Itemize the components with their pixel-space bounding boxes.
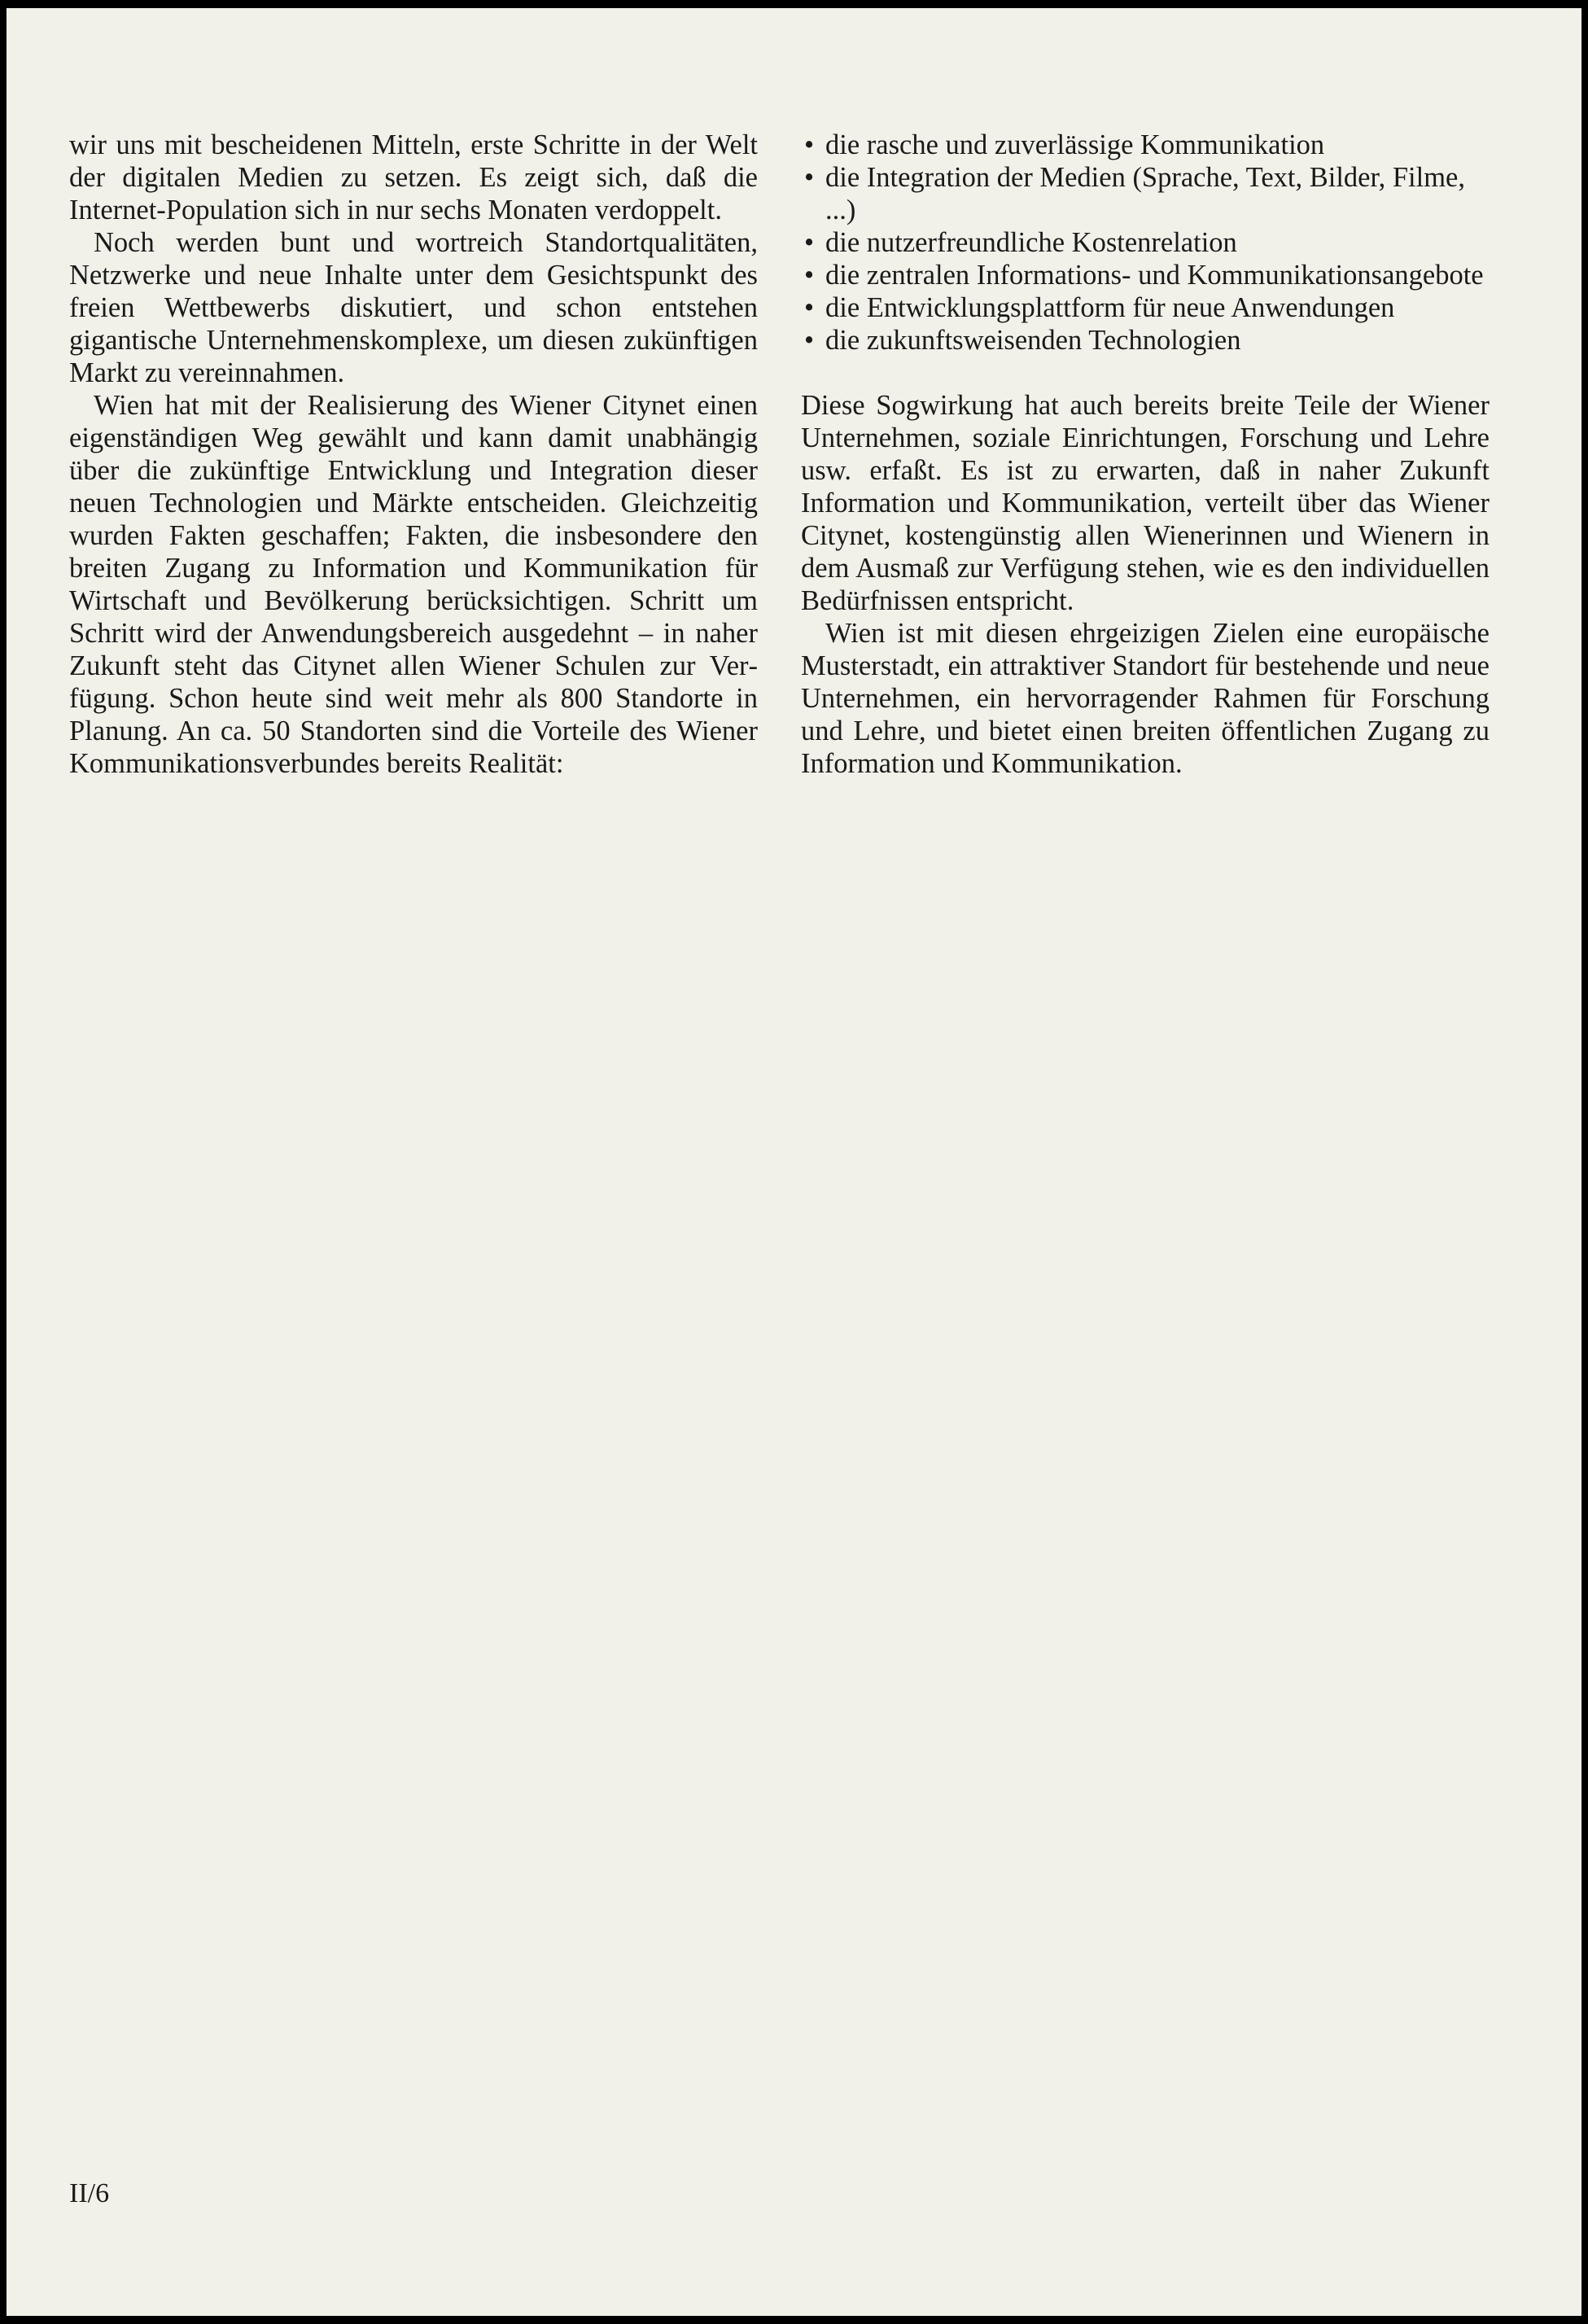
list-item-text: die Entwicklungsplattform für neue Anwendungen [825, 292, 1395, 323]
list-item [801, 259, 1490, 291]
paragraph-2: Noch werden bunt und wortreich Standortqualitäten, Netzwerke und neue Inhalte unter dem Gesichtspunkt des freien Wettbewerbs diskutiert, und schon entstehen gigantische Unternehmenskomplexe, um diesen zukünftigen Markt zu vereinnahmen. [69, 227, 758, 388]
list-item-text: die zentralen Informations- und Kommunikationsangebote [825, 260, 1484, 291]
document-page [7, 8, 1581, 2316]
bullet-icon: • [804, 227, 815, 258]
spacer [801, 357, 1490, 389]
left-column [69, 129, 758, 780]
list-item-text: die nutzerfreundliche Kostenrelation [825, 227, 1237, 258]
paragraph-1: wir uns mit bescheidenen Mitteln, erste Schritte in der Welt der digitalen Medien zu setzen. Es zeigt sich, daß die Internet-Population sich in nur sechs Monaten verdoppelt. [69, 129, 758, 225]
list-item [801, 291, 1490, 324]
list-item-text: die rasche und zuverlässige Kommunikation [825, 129, 1325, 160]
paragraph-3: Wien hat mit der Realisierung des Wiener Citynet einen eigenständigen Weg gewählt und kann damit unabhängig über die zukünftige Entwicklung und Integration dieser neuen Technologien und Märkte entscheiden. Gleichzeitig wurden Fakten geschaffen; Fakten, die insbesondere den breiten Zugang zu Information und Kommunikation für Wirtschaft und Bevölkerung berücksichtigen. Schritt um Schritt wird der Anwendungsbereich ausgedehnt – in naher Zukunft steht das Citynet allen Wiener Schulen zur Verfügung. Schon heute sind weit mehr als 800 Standorte in Planung. An ca. 50 Standorten sind die Vorteile des Wiener Kommunikationsverbundes bereits Realität: [69, 390, 758, 779]
bullet-icon: • [804, 260, 815, 291]
list-item [801, 161, 1490, 226]
list-item-text: die zukunftsweisenden Technologien [825, 325, 1241, 356]
list-item [801, 226, 1490, 259]
bullet-list [801, 129, 1490, 357]
list-item [801, 324, 1490, 357]
list-item [801, 129, 1490, 161]
right-column [801, 129, 1490, 780]
list-item-text: die Integration der Medien (Sprache, Text, Bilder, Filme, ...) [825, 162, 1465, 225]
bullet-icon: • [804, 162, 815, 193]
paragraph-4: Diese Sogwirkung hat auch bereits breite Teile der Wiener Unternehmen, soziale Einrichtungen, Forschung und Lehre usw. erfaßt. Es ist zu erwarten, daß in naher Zukunft Information und Kommunikation, verteilt über das Wiener Citynet, kostengünstig allen Wienerinnen und Wienern in dem Ausmaß zur Verfügung stehen, wie es den individuellen Bedürfnissen entspricht. [801, 390, 1490, 616]
page-number: II/6 [69, 2178, 110, 2208]
bullet-icon: • [804, 325, 815, 356]
bullet-icon: • [804, 292, 815, 323]
paragraph-5: Wien ist mit diesen ehrgeizigen Zielen eine europäische Musterstadt, ein attraktiver Standort für bestehende und neue Unternehmen, ein hervorragender Rahmen für Forschung und Lehre, und bietet einen breiten öffentlichen Zugang zu Information und Kommunikation. [801, 618, 1490, 779]
bullet-icon: • [804, 129, 815, 160]
